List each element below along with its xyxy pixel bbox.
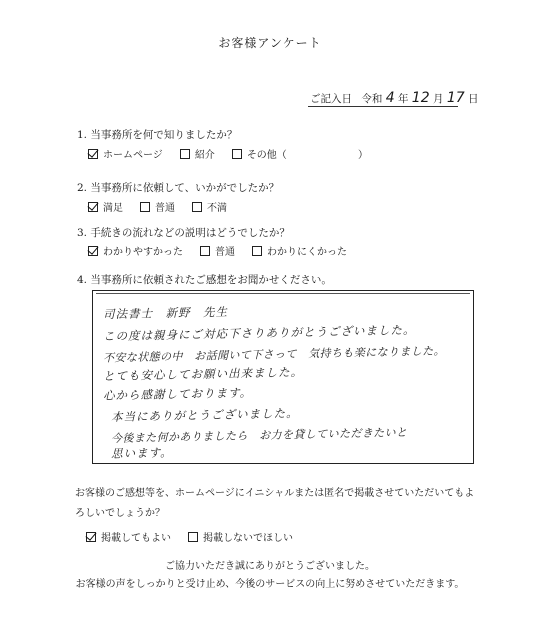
comment-top-rule — [96, 293, 470, 294]
q1-homepage-checkbox[interactable] — [88, 149, 98, 159]
date-month-unit: 月 — [432, 93, 444, 105]
comment-line-7: 今後また何かありましたら お力を貸していただきたいと — [110, 425, 408, 446]
date-label: ご記入日 — [310, 93, 352, 105]
comment-line-3: 不安な状態の中 お話聞いて下さって 気持ちも楽になりました。 — [102, 344, 446, 365]
question-3-options — [88, 243, 347, 258]
publish-ok-checkbox[interactable] — [86, 532, 96, 542]
question-1-number: 1. — [77, 129, 88, 141]
date-underline — [308, 106, 458, 107]
publish-ng-checkbox[interactable] — [188, 532, 198, 542]
question-2 — [77, 180, 279, 195]
question-4-text: 当事務所に依頼されたご感想をお聞かせください。 — [90, 274, 332, 286]
publish-ng-label: 掲載しないでほしい — [203, 533, 293, 544]
comment-line-2: この度は親身にご対応下さりありがとうございました。 — [102, 322, 416, 344]
q2-normal-checkbox[interactable] — [140, 202, 150, 212]
comment-line-4: とても安心してお願い出来ました。 — [102, 364, 304, 384]
question-4 — [77, 272, 332, 287]
q3-clear-checkbox[interactable] — [88, 246, 98, 256]
q3-normal-checkbox[interactable] — [200, 246, 210, 256]
page-title: お客様アンケート — [218, 36, 322, 50]
comment-line-8: 思います。 — [110, 445, 173, 461]
q3-unclear-label: わかりにくかった — [267, 247, 347, 258]
question-3-number: 3. — [77, 227, 88, 239]
date-era: 令和 — [361, 93, 383, 105]
q2-satisfied-label: 満足 — [103, 203, 123, 214]
comment-line-6: 本当にありがとうございました。 — [110, 406, 299, 424]
question-3-text: 手続きの流れなどの説明はどうでしたか？ — [90, 227, 290, 239]
publish-question-line-1: お客様のご感想等を、ホームページにイニシャルまたは匿名で掲載させていただいてもよ — [75, 488, 475, 499]
date-year: 4 — [385, 90, 395, 106]
question-1-text: 当事務所を何で知りましたか？ — [90, 129, 238, 141]
q3-normal-label: 普通 — [215, 247, 235, 258]
date-day: 17 — [446, 90, 465, 106]
q2-dissatisfied-checkbox[interactable] — [192, 202, 202, 212]
q1-other-close-paren: ） — [358, 150, 368, 161]
question-3 — [77, 225, 290, 240]
date-year-unit: 年 — [397, 93, 409, 105]
entry-date — [310, 90, 478, 106]
question-1-options — [88, 146, 287, 161]
comment-box[interactable] — [92, 290, 474, 464]
publish-options — [86, 529, 293, 544]
publish-question-line-2: ろしいでしょうか？ — [75, 508, 165, 519]
comment-line-1: 司法書士 新野 先生 — [102, 304, 229, 322]
question-1 — [77, 127, 237, 142]
publish-ok-label: 掲載してもよい — [101, 533, 171, 544]
q1-other-label: その他（ — [246, 150, 287, 161]
question-2-options — [88, 199, 227, 214]
q3-clear-label: わかりやすかった — [103, 247, 183, 258]
q1-referral-checkbox[interactable] — [180, 149, 190, 159]
question-2-number: 2. — [77, 182, 88, 194]
date-day-unit: 日 — [467, 93, 479, 105]
q2-satisfied-checkbox[interactable] — [88, 202, 98, 212]
q1-referral-label: 紹介 — [194, 150, 215, 161]
date-month: 12 — [411, 90, 430, 106]
q1-other-checkbox[interactable] — [232, 149, 242, 159]
q3-unclear-checkbox[interactable] — [252, 246, 262, 256]
comment-line-5: 心から感謝しております。 — [102, 385, 253, 403]
q1-homepage-label: ホームページ — [103, 150, 163, 161]
thanks-line-1: ご協力いただき誠にありがとうございました。 — [165, 561, 375, 572]
q2-normal-label: 普通 — [155, 203, 175, 214]
question-2-text: 当事務所に依頼して、いかがでしたか？ — [90, 182, 280, 194]
publish-question — [75, 484, 495, 524]
thanks-line-2: お客様の声をしっかりと受け止め、今後のサービスの向上に努めさせていただきます。 — [75, 579, 465, 590]
q2-dissatisfied-label: 不満 — [207, 203, 227, 214]
question-4-number: 4. — [77, 274, 88, 286]
